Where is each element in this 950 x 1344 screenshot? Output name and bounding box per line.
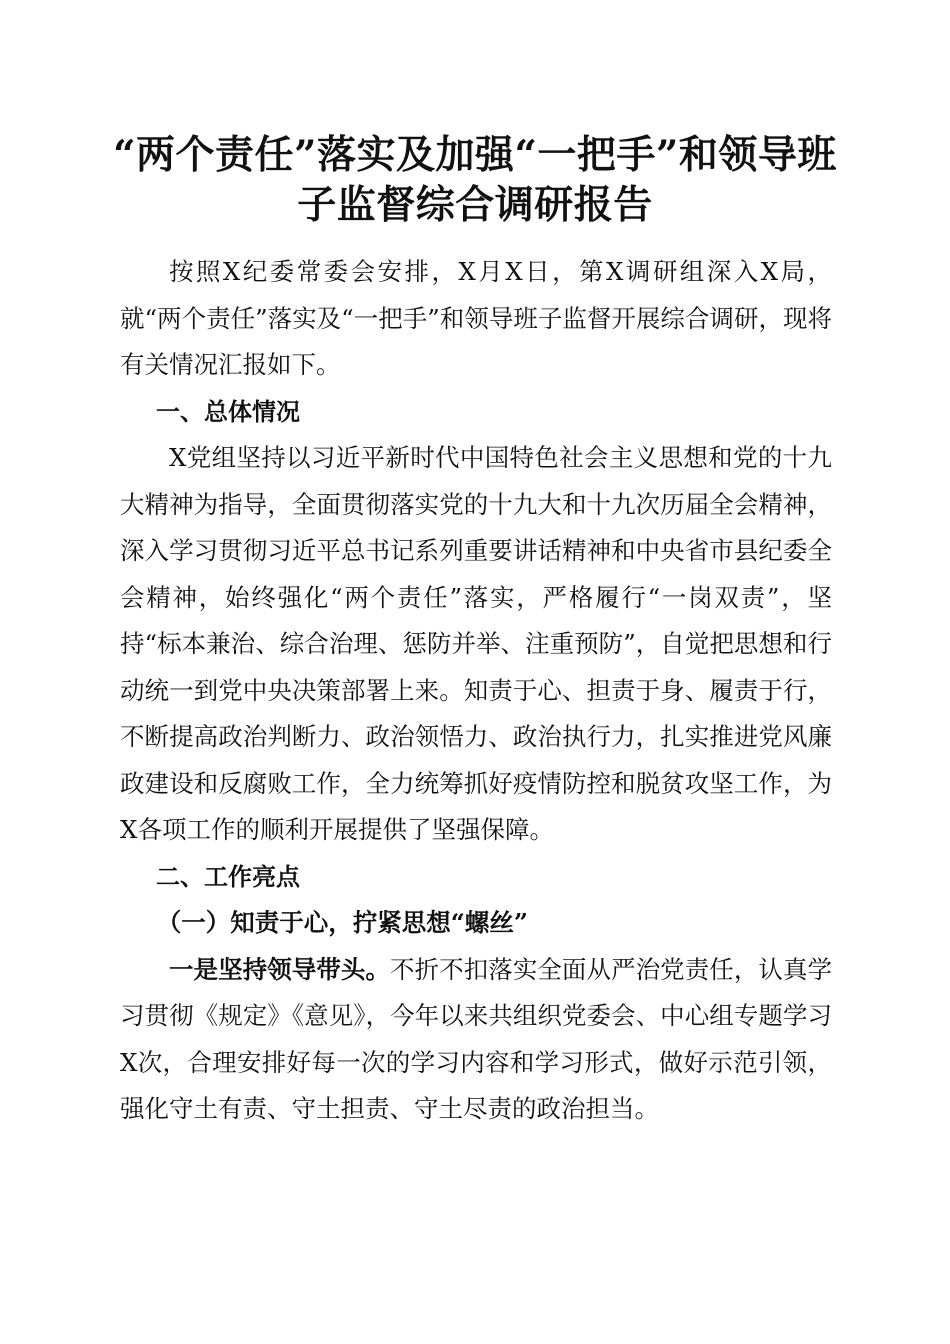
subsection-heading-1: （一）知责于心，拧紧思想“螺丝”: [156, 908, 528, 937]
point-1-paragraph: [120, 947, 832, 1133]
section-heading-highlights: 二、工作亮点: [156, 862, 300, 891]
point-1-lead: 一是坚持领导带头。: [169, 954, 391, 984]
intro-paragraph: 按照X纪委常委会安排，X月X日，第X调研组深入X局，就“两个责任”落实及“一把手”和领导班子监督开展综合调研，现将有关情况汇报如下。: [120, 257, 832, 379]
point-1-text: 不折不扣落实全面从严治党责任，认真学习贯彻《规定》《意见》，今年以来共组织党委会、中心组专题学习X次，合理安排好每一次的学习内容和学习形式，做好示范引领，强化守土有责、守土担责、守土尽责的政治担当。: [120, 954, 833, 1123]
document-body: [120, 249, 832, 1133]
document-title: [110, 130, 840, 230]
title-line-1: “两个责任”落实及加强“一把手”和领导班: [113, 132, 837, 178]
section-heading-overview: 一、总体情况: [156, 397, 300, 426]
overview-paragraph: X党组坚持以习近平新时代中国特色社会主义思想和党的十九大精神为指导，全面贯彻落实党的十九大和十九次历届全会精神，深入学习贯彻习近平总书记系列重要讲话精神和中央省市县纪委全会精神，始终强化“两个责任”落实，严格履行“一岗双责”，坚持“标本兼治、综合治理、惩防并举、注重预防”，自觉把思想和行动统一到党中央决策部署上来。知责于心、担责于身、履责于行，不断提高政治判断力、政治领悟力、政治执行力，扎实推进党风廉政建设和反腐败工作，全力统筹抓好疫情防控和脱贫攻坚工作，为X各项工作的顺利开展提供了坚强保障。: [120, 443, 832, 844]
title-line-2: 子监督综合调研报告: [297, 182, 653, 228]
